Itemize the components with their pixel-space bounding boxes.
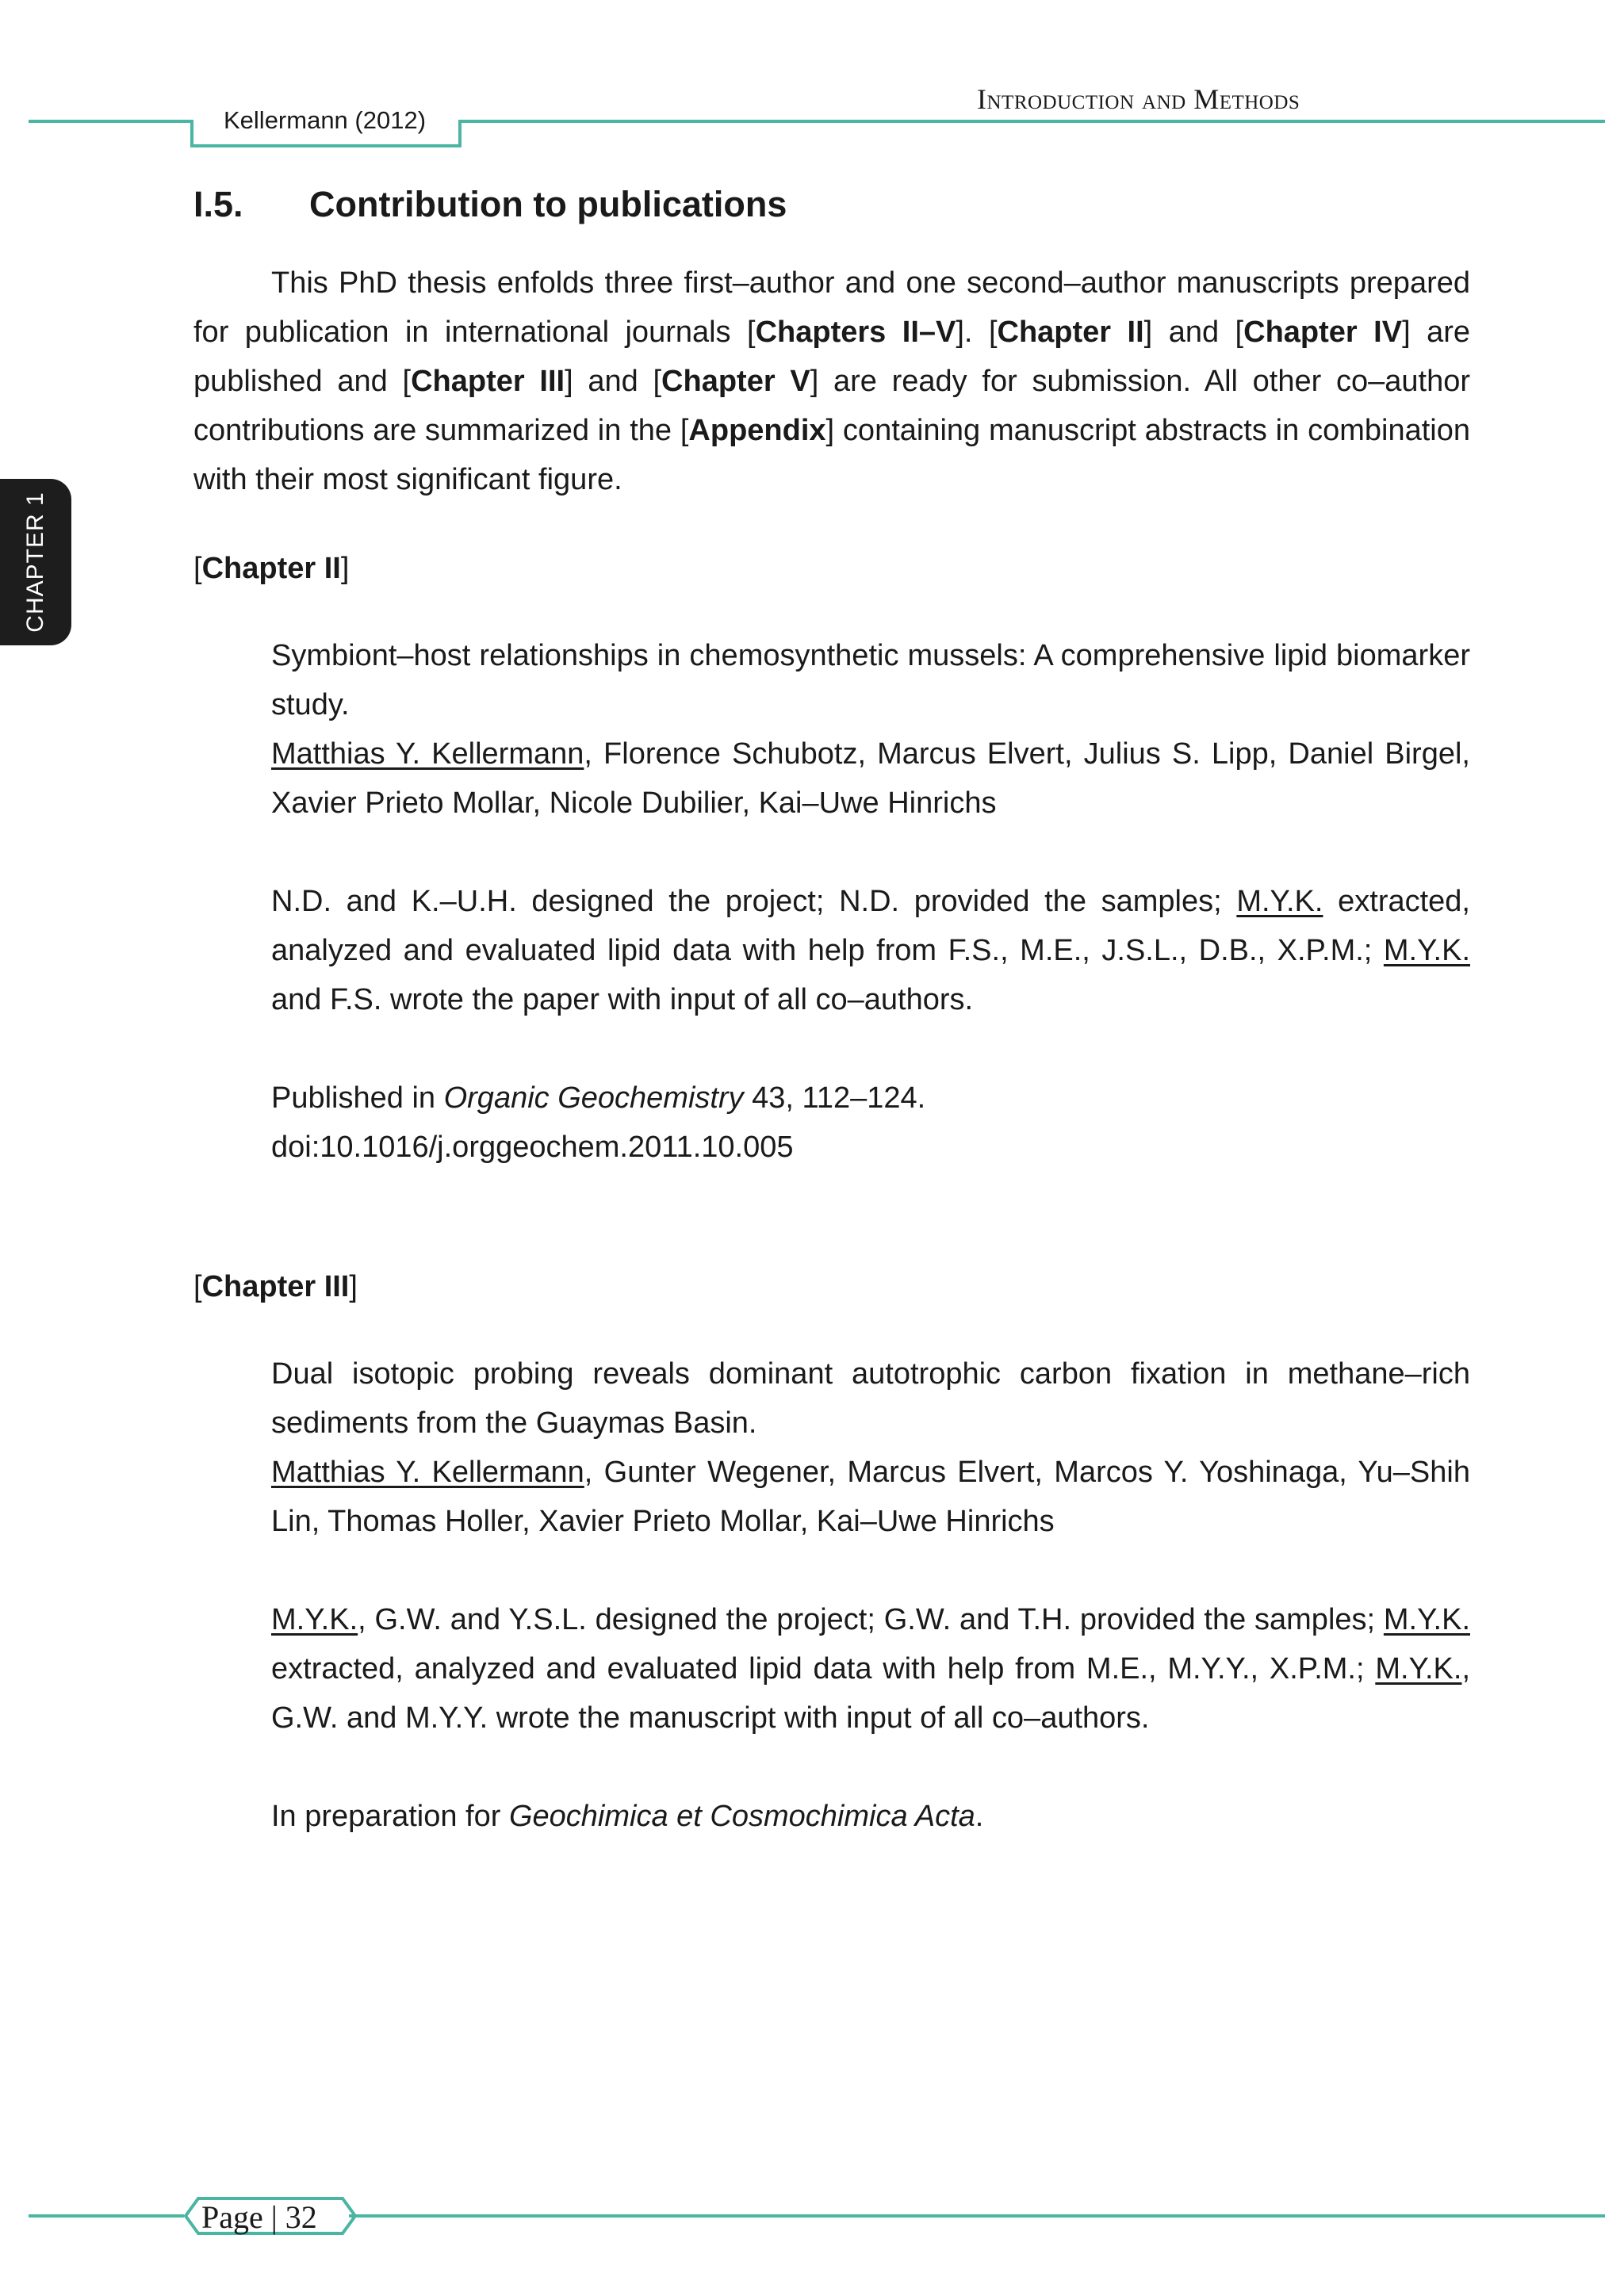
chapter-ii-coauthors: , Florence Schubotz, Marcus Elvert, Julius S. Lipp, Daniel Birgel, Xavier Prieto Mollar, Nicole Dubilier, Kai–Uwe Hinrichs bbox=[271, 737, 1470, 820]
contribution-text: N.D. and K.–U.H. designed the project; N.D. provided the samples; bbox=[271, 885, 1237, 918]
chapter-ii-doi: doi:10.1016/j.orggeochem.2011.10.005 bbox=[271, 1131, 794, 1164]
intro-bold: Chapter V bbox=[661, 365, 810, 398]
chapter-side-tab bbox=[0, 479, 71, 645]
page-number: Page | 32 bbox=[201, 2199, 317, 2235]
intro-bold: Chapters II–V bbox=[755, 316, 956, 349]
chapter-iii-citation bbox=[271, 1349, 1470, 1546]
chapter-iii-lead-author: Matthias Y. Kellermann bbox=[271, 1456, 584, 1489]
contribution-text: and F.S. wrote the paper with input of all co–authors. bbox=[271, 983, 974, 1016]
chapter-ii-contribution bbox=[271, 877, 1470, 1024]
chapter-ii-title: Symbiont–host relationships in chemosynthetic mussels: A comprehensive lipid biomarker study. bbox=[271, 639, 1470, 721]
intro-paragraph bbox=[193, 258, 1470, 504]
author-initials: M.Y.K. bbox=[271, 1603, 358, 1636]
author-initials: M.Y.K. bbox=[1383, 934, 1470, 967]
chapter-ii-lead-author: Matthias Y. Kellermann bbox=[271, 737, 584, 771]
status-prefix: Published in bbox=[271, 1081, 444, 1115]
intro-text: ] containing manuscript abstracts in combination with their most significant figure. bbox=[193, 414, 1470, 496]
chapter-iii-heading-label: Chapter III bbox=[201, 1270, 350, 1303]
chapter-ii-heading-label: Chapter II bbox=[201, 552, 341, 585]
intro-bold: Chapter II bbox=[997, 316, 1144, 349]
chapter-side-tab-label: CHAPTER 1 bbox=[22, 492, 48, 633]
chapter-iii-coauthors: , Gunter Wegener, Marcus Elvert, Marcos Y. Yoshinaga, Yu–Shih Lin, Thomas Holler, Xavier Prieto Mollar, Kai–Uwe Hinrichs bbox=[271, 1456, 1470, 1538]
intro-bold: Appendix bbox=[688, 414, 826, 447]
contribution-text: , G.W. and M.Y.Y. wrote the manuscript with input of all co–authors. bbox=[271, 1652, 1470, 1735]
author-initials: M.Y.K. bbox=[1375, 1652, 1462, 1686]
contribution-text: , G.W. and Y.S.L. designed the project; G.W. and T.H. provided the samples; bbox=[358, 1603, 1384, 1636]
intro-text: ] and [ bbox=[1143, 316, 1244, 349]
intro-text: ] are ready for submission. All other co–author contributions are summarized in the [ bbox=[193, 365, 1471, 447]
section-title: Contribution to publications bbox=[309, 184, 787, 224]
section-heading bbox=[193, 184, 787, 225]
chapter-ii-authors bbox=[271, 729, 1470, 828]
contribution-text: extracted, analyzed and evaluated lipid data with help from F.S., M.E., J.S.L., D.B., X.P.M.; bbox=[271, 885, 1470, 967]
status-suffix: 43, 112–124. bbox=[743, 1081, 926, 1115]
chapter-iii-authors bbox=[271, 1448, 1470, 1546]
header-rule bbox=[0, 0, 1624, 159]
intro-bold: Chapter IV bbox=[1243, 316, 1403, 349]
author-initials: M.Y.K. bbox=[1236, 885, 1323, 918]
header-author-year: Kellermann (2012) bbox=[224, 106, 427, 134]
author-initials: M.Y.K. bbox=[1383, 1603, 1470, 1636]
chapter-iii-publication-status bbox=[271, 1792, 1470, 1841]
chapter-ii-publication-status bbox=[271, 1073, 1470, 1172]
intro-text: ] and [ bbox=[565, 365, 662, 398]
chapter-iii-heading: [Chapter III] bbox=[193, 1270, 358, 1303]
chapter-iii-title: Dual isotopic probing reveals dominant autotrophic carbon fixation in methane–rich sediments from the Guaymas Basin. bbox=[271, 1357, 1470, 1440]
section-number: I.5. bbox=[193, 184, 243, 224]
chapter-ii-heading: [Chapter II] bbox=[193, 552, 350, 585]
journal-name: Geochimica et Cosmochimica Acta bbox=[508, 1800, 975, 1833]
intro-bold: Chapter III bbox=[411, 365, 565, 398]
chapter-iii-contribution bbox=[271, 1595, 1470, 1743]
journal-name: Organic Geochemistry bbox=[443, 1081, 744, 1115]
intro-text: ] are published and [ bbox=[193, 316, 1471, 398]
status-prefix: In preparation for bbox=[271, 1800, 509, 1833]
chapter-ii-citation bbox=[271, 631, 1470, 828]
intro-text: ]. [ bbox=[956, 316, 998, 349]
running-title: Introduction and Methods bbox=[977, 83, 1300, 115]
intro-text: This PhD thesis enfolds three first–author and one second–author manuscripts prepared for publication in international journals [ bbox=[193, 266, 1470, 349]
status-suffix: . bbox=[975, 1800, 984, 1833]
contribution-text: extracted, analyzed and evaluated lipid data with help from M.E., M.Y.Y., X.P.M.; bbox=[271, 1652, 1376, 1686]
